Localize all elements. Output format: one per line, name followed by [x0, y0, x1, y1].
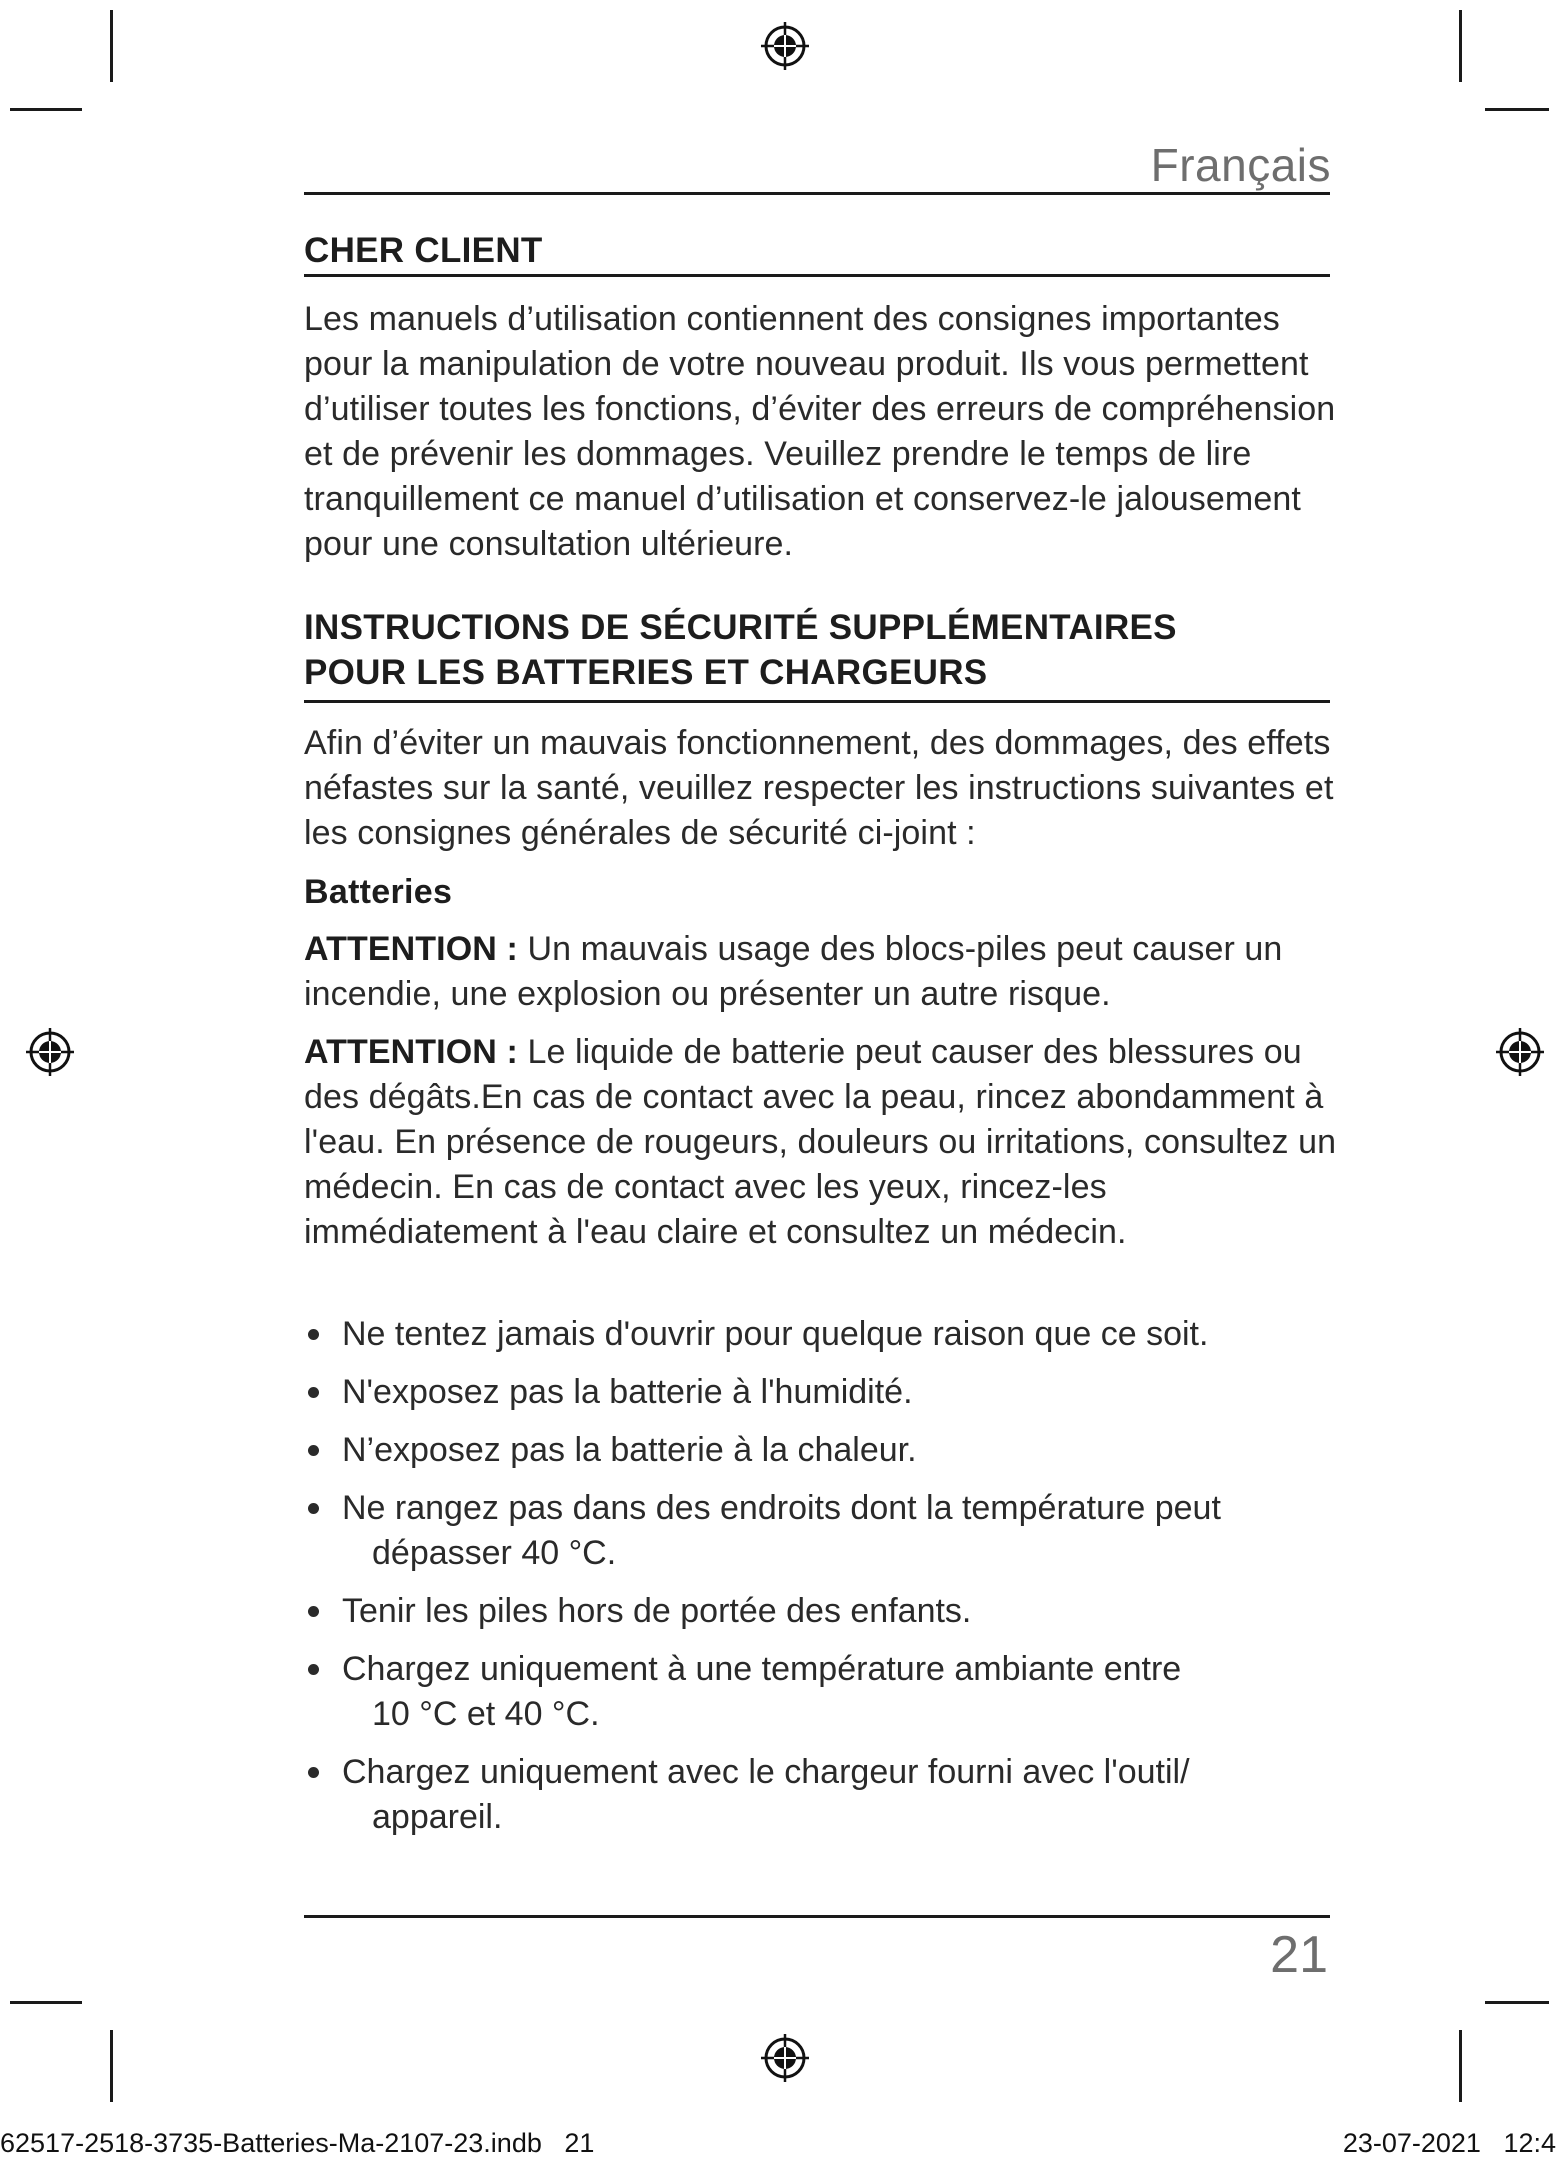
batteries-subheading: Batteries	[304, 873, 453, 911]
attention-text-2: Le liquide de batterie peut causer des blessures ou des dégâts.En cas de contact avec la peau, rincez abondamment à l'eau. En présence de rougeurs, douleurs ou irritations, consultez un médecin. En cas de contact avec les yeux, rincez-les immédiatement à l'eau claire et consultez un médecin.	[304, 1033, 1337, 1251]
bullet-icon	[308, 1445, 319, 1456]
battery-rules-list	[304, 1312, 1344, 1853]
section-title-safety-line1: INSTRUCTIONS DE SÉCURITÉ SUPPLÉMENTAIRES	[304, 608, 1177, 647]
footer-rule	[304, 1915, 1330, 1918]
bullet-icon	[308, 1606, 319, 1617]
section-title-safety-line2: POUR LES BATTERIES ET CHARGEURS	[304, 653, 988, 692]
attention-label-2: ATTENTION :	[304, 1033, 518, 1071]
section-title-cher-client: CHER CLIENT	[304, 231, 543, 270]
file-slug: 62517-2518-3735-Batteries-Ma-2107-23.indb 21	[0, 2128, 595, 2158]
header-rule	[304, 192, 1330, 195]
list-item-text: Chargez uniquement avec le chargeur fourni avec l'outil/	[342, 1753, 1190, 1791]
crop-mark-bottom-left-horizontal	[10, 2001, 82, 2004]
crop-mark-top-right-horizontal	[1485, 108, 1549, 111]
registration-mark-icon-left	[24, 1026, 76, 1078]
language-label: Français	[1150, 139, 1331, 191]
list-item	[304, 1370, 1344, 1415]
list-item-text: N'exposez pas la batterie à l'humidité.	[342, 1373, 913, 1411]
list-item-text: Ne tentez jamais d'ouvrir pour quelque raison que ce soit.	[342, 1315, 1209, 1353]
list-item-text: Ne rangez pas dans des endroits dont la température peut	[342, 1489, 1221, 1527]
attention-label-1: ATTENTION :	[304, 930, 518, 968]
cher-client-body: Les manuels d’utilisation contiennent des consignes importantes pour la manipulation de votre nouveau produit. Ils vous permettent d’utiliser toutes les fonctions, d’éviter des erreurs de compréhension et de prévenir les dommages. Veuillez prendre le temps de lire tranquillement ce manuel d’utilisation et conservez-le jalousement pour une consultation ultérieure.	[304, 300, 1336, 563]
attention-text-1: Un mauvais usage des blocs-piles peut causer un incendie, une explosion ou présenter un autre risque.	[304, 930, 1283, 1013]
section-rule-cher-client	[304, 274, 1330, 277]
list-item-text-continued: dépasser 40 °C.	[372, 1534, 617, 1572]
list-item	[304, 1750, 1344, 1840]
bullet-icon	[308, 1767, 319, 1778]
safety-intro: Afin d’éviter un mauvais fonctionnement, des dommages, des effets néfastes sur la santé, veuillez respecter les instructions suivantes et les consignes générales de sécurité ci-joint :	[304, 724, 1334, 852]
registration-mark-icon-bottom	[759, 2032, 811, 2084]
crop-mark-top-left-vertical	[110, 10, 113, 82]
bullet-icon	[308, 1664, 319, 1675]
attention-paragraph-2	[304, 1030, 1344, 1255]
section-rule-safety	[304, 700, 1330, 703]
list-item-text-continued: appareil.	[372, 1798, 503, 1836]
registration-mark-icon-top	[759, 20, 811, 72]
list-item-text-continued: 10 °C et 40 °C.	[372, 1695, 600, 1733]
list-item-text: Tenir les piles hors de portée des enfants.	[342, 1592, 972, 1630]
crop-mark-bottom-right-vertical	[1459, 2030, 1462, 2102]
list-item	[304, 1647, 1344, 1737]
crop-mark-bottom-right-horizontal	[1485, 2001, 1549, 2004]
print-timestamp: 23-07-2021 12:4	[1342, 2128, 1556, 2158]
page-number: 21	[1270, 1926, 1328, 1984]
registration-mark-icon-right	[1494, 1026, 1546, 1078]
list-item	[304, 1312, 1344, 1357]
list-item	[304, 1428, 1344, 1473]
attention-paragraph-1	[304, 927, 1344, 1017]
crop-mark-bottom-left-vertical	[110, 2030, 113, 2102]
crop-mark-top-right-vertical	[1459, 10, 1462, 82]
bullet-icon	[308, 1329, 319, 1340]
list-item	[304, 1486, 1344, 1576]
crop-mark-top-left-horizontal	[10, 108, 82, 111]
bullet-icon	[308, 1387, 319, 1398]
bullet-icon	[308, 1503, 319, 1514]
list-item-text: Chargez uniquement à une température ambiante entre	[342, 1650, 1182, 1688]
list-item	[304, 1589, 1344, 1634]
list-item-text: N’exposez pas la batterie à la chaleur.	[342, 1431, 917, 1469]
section-title-safety	[304, 605, 1177, 695]
